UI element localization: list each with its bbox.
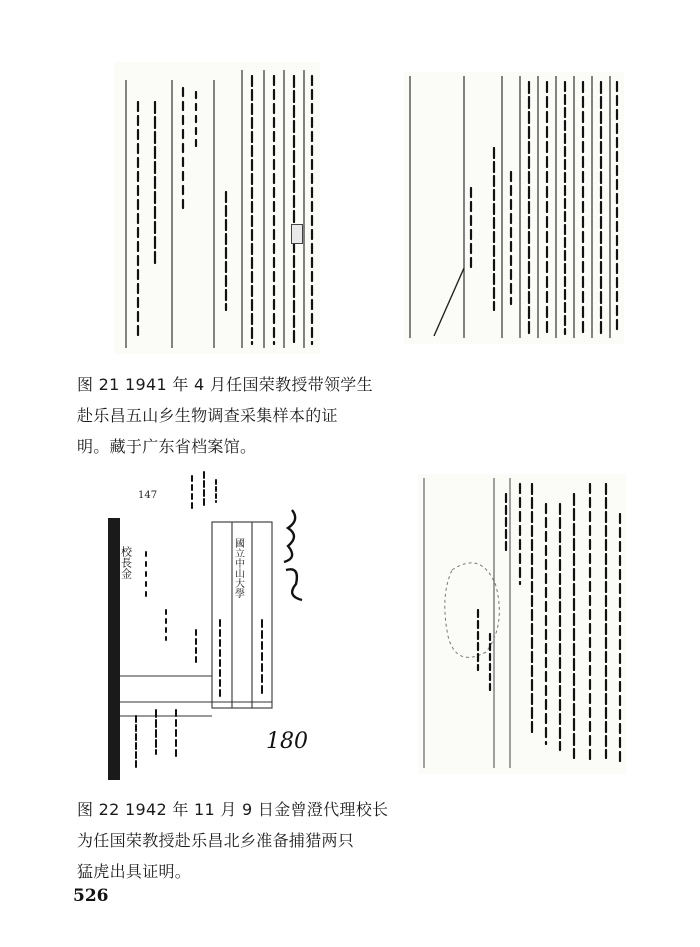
fig21-caption-line-3: 明。藏于广东省档案馆。 [77,437,257,456]
fig21-left-document [114,62,320,354]
fig21-right-document [404,72,624,344]
fig22-ledger-number: 147 [138,490,158,501]
fig22-caption-line-3: 猛虎出具证明。 [77,862,192,881]
fig22-caption-line-2: 为任国荣教授赴乐昌北乡准备捕猎两只 [77,831,355,850]
fig22-handwritten-number: 180 [266,729,308,754]
fig22-header-print: 國立中山大學 [232,538,244,598]
fig22-caption [77,794,388,887]
fig22-left-document [96,470,342,782]
fig22-right-document [418,474,626,774]
fig22-letterhead-form [96,470,342,782]
fig21-seal-mark [291,224,303,244]
fig21-caption-line-1: 图 21 1941 年 4 月任国荣教授带领学生 [77,375,373,394]
fig21-caption-line-2: 赴乐昌五山乡生物调查采集样本的证 [77,406,338,425]
fig22-handwritten-note [418,474,626,774]
fig21-right-manuscript [404,72,624,344]
fig21-left-manuscript [114,62,320,354]
fig22-caption-line-1: 图 22 1942 年 11 月 9 日金曾澄代理校长 [77,800,389,819]
fig21-caption [77,369,373,462]
fig22-side-label: 校長金 [119,546,133,579]
page-number: 526 [73,886,109,906]
